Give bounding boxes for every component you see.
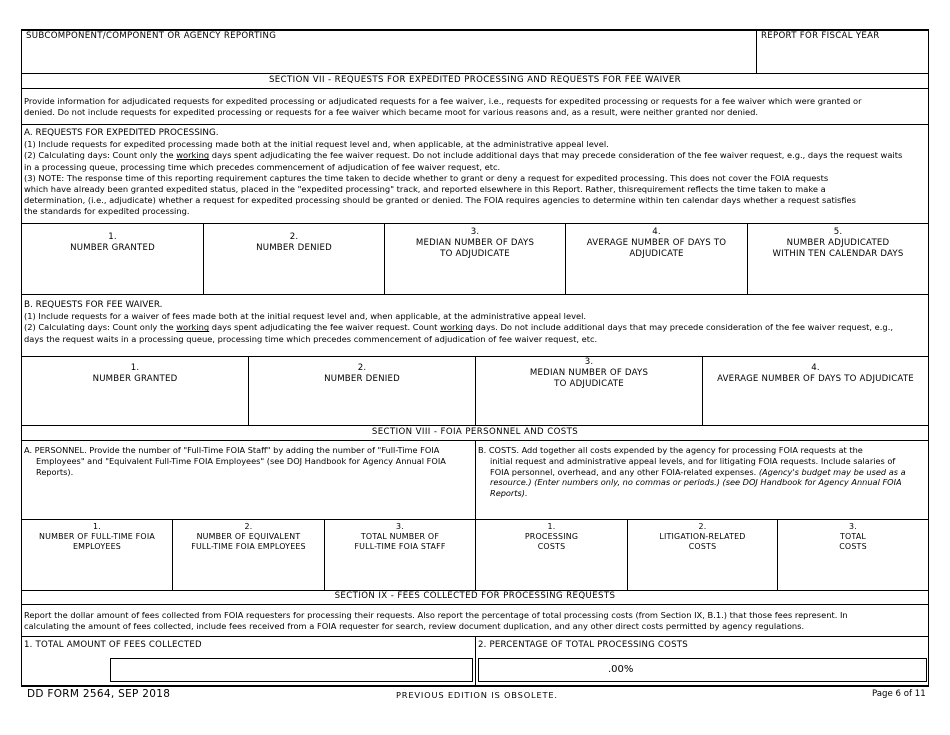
col-label: COSTS <box>537 542 566 552</box>
working-emphasis: working <box>176 322 210 333</box>
rule <box>21 425 929 426</box>
expedited-denied-input[interactable] <box>205 262 383 292</box>
col-label: NUMBER OF EQUIVALENT <box>196 532 301 542</box>
text: days spent adjudicating the fee waiver request. Count <box>209 322 441 333</box>
col-number: 1. <box>93 522 101 531</box>
instruction-line: Employees" and "Equivalent Full-Time FOIA Employees" (see DOJ Handbook for Agency Annual FOIA <box>36 455 446 466</box>
instruction-line: A. PERSONNEL. Provide the number of "Full-Time FOIA Staff" by adding the number of "Full-Time FOIA <box>24 445 440 455</box>
form-number: DD FORM 2564, SEP 2018 <box>27 688 171 700</box>
col-label: ADJUDICATE <box>629 249 684 259</box>
col-label: PROCESSING <box>524 532 579 542</box>
total-costs-input[interactable] <box>779 558 927 588</box>
section9-intro <box>24 610 924 632</box>
expedited-heading: A. REQUESTS FOR EXPEDITED PROCESSING. <box>24 128 219 138</box>
rule <box>21 294 929 295</box>
col-label: FULL-TIME FOIA STAFF <box>354 542 446 552</box>
rule <box>21 124 929 125</box>
col-label: NUMBER ADJUDICATED <box>786 238 890 248</box>
col-label: MEDIAN NUMBER OF DAYS <box>529 368 649 378</box>
section9-intro-line: calculating the amount of fees collected, include fees received from a FOIA requester for search, review document duplication, and any other direct costs permitted by agency regulations. <box>24 621 805 632</box>
personnel-col-equivalent <box>173 522 324 552</box>
col-number: 4. <box>811 363 820 373</box>
fee-waiver-col-median <box>476 357 702 390</box>
col-number: 3. <box>849 522 857 531</box>
frame-left-border <box>21 29 22 686</box>
col-label: FULL-TIME FOIA EMPLOYEES <box>191 542 306 552</box>
fees-collected-label: 1. TOTAL AMOUNT OF FEES COLLECTED <box>24 640 202 650</box>
col-label: NUMBER GRANTED <box>92 374 178 384</box>
col-label: COSTS <box>688 542 717 552</box>
col-label: COSTS <box>839 542 867 552</box>
instruction-line: the standards for expedited processing. <box>24 206 190 217</box>
section7-title: SECTION VII - REQUESTS FOR EXPEDITED PROCESSING AND REQUESTS FOR FEE WAIVER <box>268 75 682 85</box>
expedited-col-average <box>566 227 747 260</box>
section7-intro <box>24 96 924 118</box>
instruction-line <box>24 322 924 333</box>
fees-collected-input[interactable] <box>110 658 473 682</box>
col-label: TOTAL <box>839 532 867 542</box>
section8-center-divider <box>475 440 476 590</box>
costs-instructions <box>478 445 927 499</box>
section9-title: SECTION IX - FEES COLLECTED FOR PROCESSING REQUESTS <box>334 591 616 601</box>
instruction-line: which have already been granted expedited status, placed in the "expedited processing" track, and reported elsewhere in this Report. Rather, thisrequirement reflects the time taken to make a <box>24 184 826 195</box>
expedited-instructions <box>24 128 924 218</box>
col-number: 3. <box>470 227 480 237</box>
instruction-line: Reports). <box>490 488 528 499</box>
col-label: AVERAGE NUMBER OF DAYS TO ADJUDICATE <box>717 374 914 384</box>
section9-center-divider <box>475 636 476 686</box>
percentage-label: 2. PERCENTAGE OF TOTAL PROCESSING COSTS <box>478 640 688 650</box>
fee-waiver-denied-input[interactable] <box>250 394 474 424</box>
expedited-col-granted <box>22 232 203 254</box>
frame-right-border <box>928 29 929 686</box>
col-number: 3. <box>584 357 594 367</box>
col-label: TO ADJUDICATE <box>440 249 510 259</box>
fee-waiver-granted-input[interactable] <box>23 394 247 424</box>
instruction-line: B. COSTS. Add together all costs expended by the agency for processing FOIA requests at the <box>478 445 863 455</box>
text: days spent adjudicating the fee waiver request. Do not include additional days that may precede consideration of the fee waiver request, e.g., days the request waits <box>209 150 903 161</box>
col-label: LITIGATION-RELATED <box>659 532 746 542</box>
instruction-line: Reports). <box>36 466 74 477</box>
fee-waiver-average-input[interactable] <box>704 394 927 424</box>
personnel-col-full-time <box>22 522 172 552</box>
col-number: 3. <box>396 522 404 531</box>
col-label: NUMBER GRANTED <box>70 243 155 253</box>
fee-waiver-instructions <box>24 300 924 345</box>
expedited-col-denied <box>204 232 384 254</box>
col-number: 1. <box>130 363 140 373</box>
rule <box>21 88 929 89</box>
equivalent-employees-input[interactable] <box>174 558 323 588</box>
instruction-line: (3) NOTE: The response time of this reporting requirement captures the time taken to decide whether to grant or deny a request for expedited processing. This does not cover the FOIA requests <box>24 172 829 183</box>
instruction-line: in a processing queue, processing time which precedes commencement of adjudication of fee waiver request, etc. <box>24 161 501 172</box>
col-label: MEDIAN NUMBER OF DAYS <box>415 238 535 248</box>
expedited-within-ten-input[interactable] <box>749 262 927 292</box>
col-label: TO ADJUDICATE <box>554 379 624 389</box>
col-label: NUMBER DENIED <box>324 374 400 384</box>
fee-waiver-col-average <box>703 363 928 385</box>
percentage-input[interactable] <box>478 658 927 682</box>
col-label: EMPLOYEES <box>72 542 122 552</box>
section9-intro-line: Report the dollar amount of fees collected from FOIA requesters for processing their requests. Also report the percentage of total processing costs (from Section IX, B.1.) that those fees represent. In <box>24 610 848 620</box>
rule <box>21 223 929 224</box>
text: FOIA personnel, overhead, and any other FOIA-related expenses. <box>490 466 759 477</box>
instruction-line: initial request and administrative appeal levels, and for litigating FOIA requests. Include salaries of <box>490 455 896 466</box>
working-emphasis: working <box>176 150 210 161</box>
expedited-average-input[interactable] <box>567 262 746 292</box>
text: days. Do not include additional days that may precede consideration of the fee waiver request, e.g., <box>473 322 893 333</box>
text: (2) Calculating days: Count only the <box>24 150 177 161</box>
col-number: 2. <box>289 232 299 242</box>
section7-intro-line: denied. Do not include requests for expedited processing or requests for a fee waiver which became moot for various reasons and, as a result, were neither granted nor denied. <box>24 107 759 118</box>
instruction-line: determination, (i.e., adjudicate) whether a request for expedited processing should be granted or denied. The FOIA requires agencies to determine within ten calendar days whether a request satisfies <box>24 195 856 206</box>
total-staff-input[interactable] <box>326 558 474 588</box>
percentage-value: .00% <box>608 664 634 675</box>
text: (Agency's budget may be used as a <box>758 466 906 477</box>
text: (2) Calculating days: Count only the <box>24 322 177 333</box>
costs-col-litigation <box>628 522 777 552</box>
expedited-granted-input[interactable] <box>23 262 202 292</box>
expedited-col-median <box>385 227 565 260</box>
col-number: 2. <box>698 522 707 531</box>
col-number: 1. <box>108 232 117 242</box>
col-label: AVERAGE NUMBER OF DAYS TO <box>586 238 727 248</box>
instruction-line <box>478 467 927 478</box>
col-number: 1. <box>547 522 556 531</box>
page-number: Page 6 of 11 <box>872 689 926 699</box>
fee-waiver-median-input[interactable] <box>477 394 701 424</box>
col-label: WITHIN TEN CALENDAR DAYS <box>772 249 904 259</box>
col-label: NUMBER DENIED <box>256 243 332 253</box>
previous-edition-note: PREVIOUS EDITION IS OBSOLETE. <box>396 690 558 700</box>
instruction-line <box>24 150 924 161</box>
full-time-employees-input[interactable] <box>23 558 171 588</box>
col-number: 2. <box>244 522 253 531</box>
col-number: 5. <box>833 227 843 237</box>
working-emphasis: working <box>440 322 473 333</box>
col-number: 2. <box>357 363 367 373</box>
instruction-line: resource.) (Enter numbers only, no commas or periods.) (see DOJ Handbook for Agency Annual FOIA <box>490 477 902 488</box>
expedited-col-within-ten <box>748 227 928 260</box>
fee-waiver-col-granted <box>22 363 248 385</box>
instruction-line: days the request waits in a processing queue, processing time which precedes commencement of adjudication of fee waiver request, etc. <box>24 333 598 344</box>
rule <box>21 73 929 74</box>
expedited-median-input[interactable] <box>386 262 564 292</box>
personnel-col-total-staff <box>325 522 475 552</box>
instruction-line: (1) Include requests for expedited processing made both at the initial request level and, when applicable, at the administrative appeal level. <box>24 139 609 150</box>
subcomponent-field[interactable] <box>22 44 755 73</box>
costs-col-total <box>778 522 928 552</box>
personnel-instructions <box>24 445 474 477</box>
rule <box>21 604 929 605</box>
fiscal-year-field[interactable] <box>757 44 927 73</box>
processing-costs-input[interactable] <box>477 558 626 588</box>
section7-intro-line: Provide information for adjudicated requests for expedited processing or adjudicated requests for a fee waiver, i.e., requests for expedited processing or requests for a fee waiver which were granted or <box>24 96 862 106</box>
subcomponent-label: SUBCOMPONENT/COMPONENT OR AGENCY REPORTING <box>26 31 277 41</box>
costs-col-processing <box>476 522 627 552</box>
col-label: TOTAL NUMBER OF <box>360 532 440 542</box>
rule <box>21 519 929 520</box>
fee-waiver-heading: B. REQUESTS FOR FEE WAIVER. <box>24 300 163 310</box>
fiscal-year-label: REPORT FOR FISCAL YEAR <box>761 31 880 41</box>
col-number: 4. <box>652 227 661 237</box>
instruction-line: (1) Include requests for a waiver of fees made both at the initial request level and, when applicable, at the administrative appeal level. <box>24 311 587 322</box>
litigation-costs-input[interactable] <box>629 558 776 588</box>
fee-waiver-col-denied <box>249 363 475 385</box>
col-label: NUMBER OF FULL-TIME FOIA <box>39 532 155 542</box>
section8-title: SECTION VIII - FOIA PERSONNEL AND COSTS <box>371 427 579 437</box>
